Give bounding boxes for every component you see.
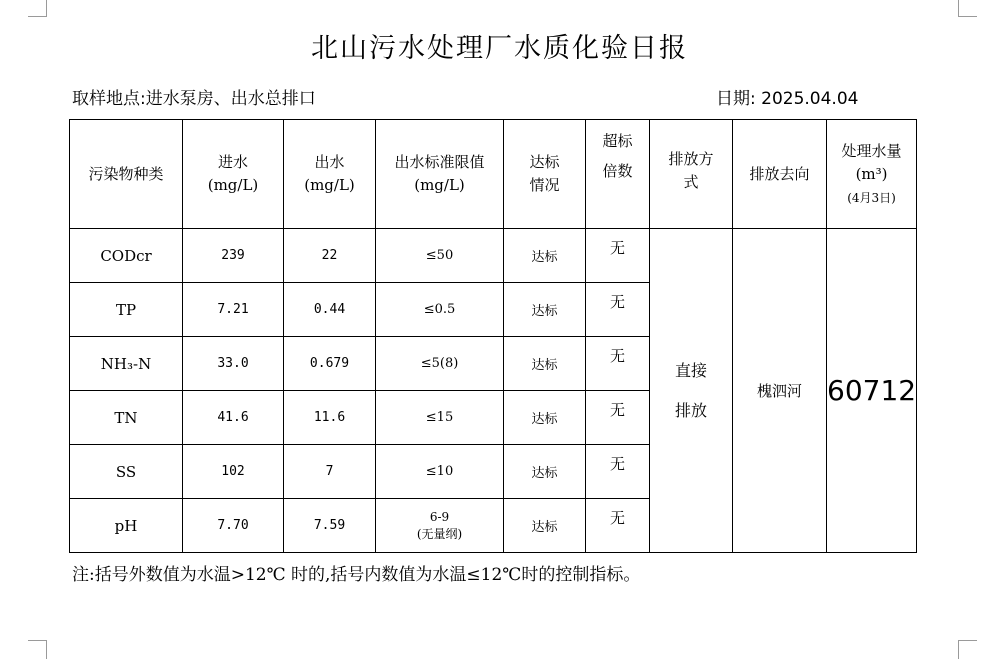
header-influent: 进水 (mg/L): [183, 120, 284, 229]
standard-limit: ≤5(8): [376, 337, 504, 391]
header-standard: 出水标准限值 (mg/L): [376, 120, 504, 229]
header-exceed: 超标 倍数: [586, 120, 650, 229]
influent-value: 41.6: [183, 391, 284, 445]
standard-note: (无量纲): [416, 526, 463, 541]
header-pollutant: 污染物种类: [70, 120, 183, 229]
sampling-location: 取样地点:进水泵房、出水总排口: [72, 89, 316, 109]
exceed-multiple: 无: [586, 337, 650, 391]
influent-value: 7.21: [183, 283, 284, 337]
discharge-method: 直接 排放: [650, 229, 733, 553]
standard-limit: ≤15: [376, 391, 504, 445]
standard-limit: 6-9 (无量纲): [376, 499, 504, 553]
effluent-value: 7: [284, 445, 376, 499]
footnote: 注:括号外数值为水温>12℃ 时的,括号内数值为水温≤12℃时的控制指标。: [72, 565, 641, 585]
pollutant-name: CODcr: [70, 229, 183, 283]
compliance-status: 达标: [504, 499, 586, 553]
page-title: 北山污水处理厂水质化验日报: [311, 33, 688, 64]
compliance-status: 达标: [504, 391, 586, 445]
exceed-multiple: 无: [586, 229, 650, 283]
water-quality-table: [69, 119, 917, 553]
header-compliance: 达标 情况: [504, 120, 586, 229]
header-volume: 处理水量 (m³) (4月3日): [827, 120, 917, 229]
standard-limit: ≤50: [376, 229, 504, 283]
header-destination: 排放去向: [733, 120, 827, 229]
table-row: [70, 229, 917, 283]
discharge-destination: 槐泗河: [733, 229, 827, 553]
influent-value: 102: [183, 445, 284, 499]
compliance-status: 达标: [504, 337, 586, 391]
pollutant-name: TN: [70, 391, 183, 445]
pollutant-name: TP: [70, 283, 183, 337]
report-date: 日期: 2025.04.04: [716, 89, 859, 109]
header-method: 排放方 式: [650, 120, 733, 229]
effluent-value: 7.59: [284, 499, 376, 553]
effluent-value: 0.44: [284, 283, 376, 337]
exceed-multiple: 无: [586, 499, 650, 553]
exceed-multiple: 无: [586, 283, 650, 337]
pollutant-name: NH₃-N: [70, 337, 183, 391]
page-corner-mark: [958, 0, 977, 17]
exceed-multiple: 无: [586, 445, 650, 499]
table-header-row: [70, 120, 917, 229]
page-corner-mark: [958, 640, 977, 659]
influent-value: 239: [183, 229, 284, 283]
exceed-multiple: 无: [586, 391, 650, 445]
pollutant-name: SS: [70, 445, 183, 499]
influent-value: 33.0: [183, 337, 284, 391]
influent-value: 7.70: [183, 499, 284, 553]
compliance-status: 达标: [504, 283, 586, 337]
page-corner-mark: [28, 640, 47, 659]
effluent-value: 11.6: [284, 391, 376, 445]
effluent-value: 22: [284, 229, 376, 283]
effluent-value: 0.679: [284, 337, 376, 391]
page-corner-mark: [28, 0, 47, 17]
compliance-status: 达标: [504, 445, 586, 499]
compliance-status: 达标: [504, 229, 586, 283]
standard-limit: ≤10: [376, 445, 504, 499]
treated-volume: 60712: [827, 229, 917, 553]
header-effluent: 出水 (mg/L): [284, 120, 376, 229]
pollutant-name: pH: [70, 499, 183, 553]
standard-limit: ≤0.5: [376, 283, 504, 337]
